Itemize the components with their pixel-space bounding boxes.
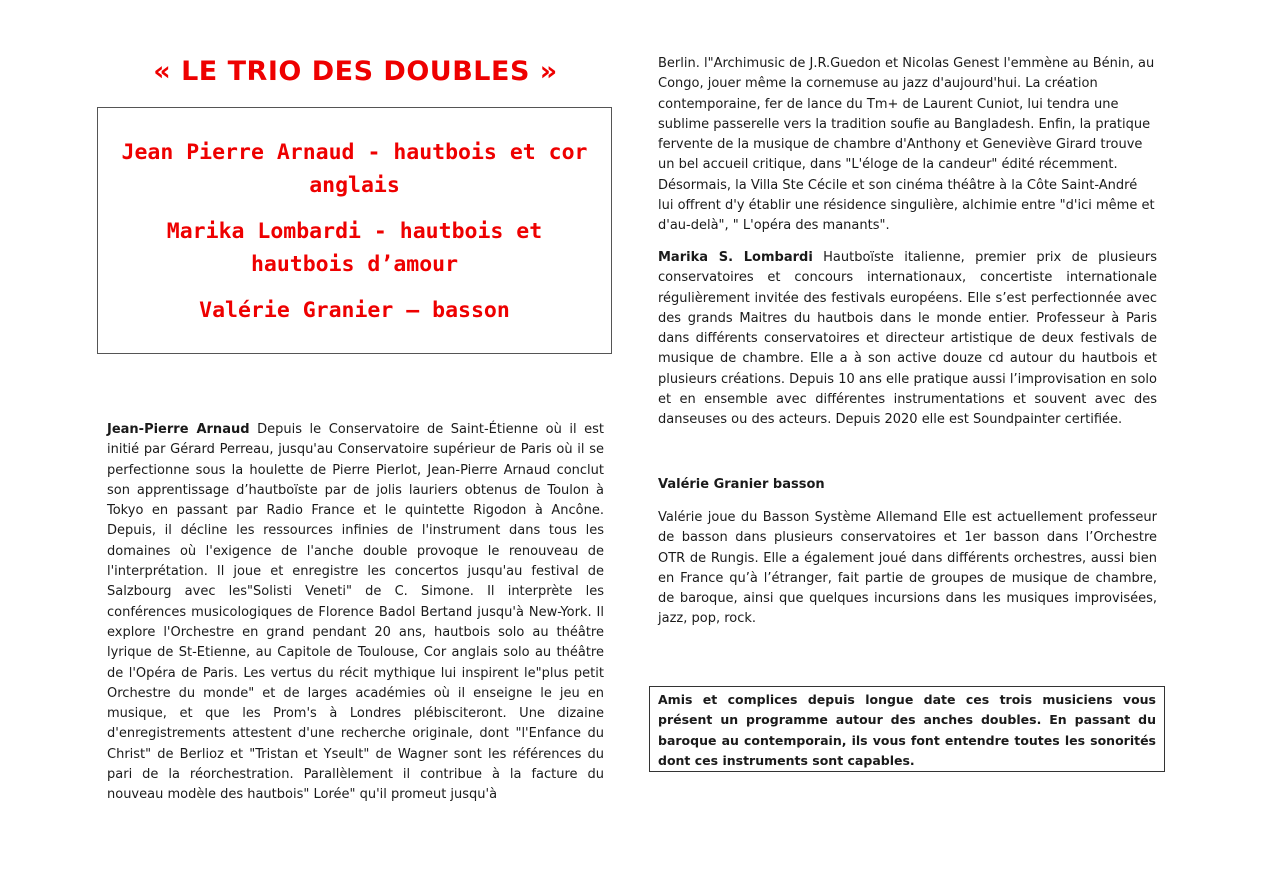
cast-lombardi: Marika Lombardi - hautbois et hautbois d’amour: [166, 219, 543, 277]
cast-arnaud: Jean Pierre Arnaud - hautbois et cor anglais: [121, 140, 588, 198]
arnaud-name: Jean-Pierre Arnaud: [107, 422, 250, 437]
program-note: Amis et complices depuis longue date ces trois musiciens vous présent un programme autour des anches doubles. En passant du baroque au contemporain, ils vous font entendre toutes les sonorités dont ces instruments sont capables.: [649, 686, 1165, 772]
arnaud-bio-continued: Berlin. l"Archimusic de J.R.Guedon et Nicolas Genest l'emmène au Bénin, au Congo, jouer même la cornemuse au jazz d'aujourd'hui. La création contemporaine, fer de lance du Tm+ de Laurent Cuniot, lui tendra une sublime passerelle vers la tradition soufie au Bangladesh. Enfin, la pratique fervente de la musique de chambre d'Anthony et Geneviève Girard trouve un bel accueil critique, dans "L'éloge de la candeur" édité récemment. Désormais, la Villa Ste Cécile et son cinéma théâtre à la Côte Saint-André lui offrent d'y établir une résidence singulière, alchimie entre "d'ici même et d'au-delà", " L'opéra des manants".: [658, 56, 1155, 234]
cast-box: [97, 107, 612, 354]
lombardi-bio: [658, 248, 1157, 431]
granier-bio: Valérie joue du Basson Système Allemand Elle est actuellement professeur de basson dans plusieurs conservatoires et 1er basson dans l’Orchestre OTR de Rungis. Elle a également joué dans différents orchestres, aussi bien en France qu’à l’étranger, fait partie de groupes de musique de chambre, de baroque, ainsi que quelques incursions dans les musiques improvisées, jazz, pop, rock.: [658, 510, 1157, 627]
page-title: « LE TRIO DES DOUBLES »: [153, 56, 558, 87]
lombardi-name: Marika S. Lombardi: [658, 250, 813, 265]
lombardi-bio-text: Hautboïste italienne, premier prix de plusieurs conservatoires et concours internationaux, concertiste internationale régulièrement invitée des festivals européens. Elle s’est perfectionnée avec des grands Maitres du hautbois dans le monde entier. Professeur à Paris dans différents conservatoires et directeur artistique de deux festivals de musique de chambre. Elle a à son active douze cd autour du hautbois et plusieurs créations. Depuis 10 ans elle pratique aussi l’improvisation en solo et en ensemble avec différentes instrumentations et souvent avec des danseuses ou des acteurs. Depuis 2020 elle est Soundpainter certifiée.: [658, 250, 1158, 428]
arnaud-bio: [107, 420, 604, 806]
arnaud-bio-text: Depuis le Conservatoire de Saint-Étienne où il est initié par Gérard Perreau, jusqu'au Conservatoire supérieur de Paris où il se perfectionne sous la houlette de Pierre Pierlot, Jean-Pierre Arnaud conclut son apprentissage d’hautboïste par de jolis lauriers obtenus de Toulon à Tokyo en passant par Radio France et le quintette Rigodon à Ancône. Depuis, il décline les ressources infinies de l'instrument dans tous les domaines où l'exigence de l'anche double provoque le renouveau de l'interprétation. Il joue et enregistre les concertos jusqu'au festival de Salzbourg avec les"Solisti Veneti" de C. Simone. Il interprète les conférences musicologiques de Florence Badol Bertand jusqu'à New-York. Il explore l'Orchestre en grand pendant 20 ans, hautbois solo au théâtre lyrique de St-Etienne, au Capitole de Toulouse, Cor anglais solo au théâtre de l'Opéra de Paris. Les vertus du récit mythique lui inspirent le"plus petit Orchestre du monde" et de larges académies où il enseigne le jeu en musique, et que les Prom's à Londres plébisciteront. Une dizaine d'enregistrements attestent d'une recherche originale, dont "l'Enfance du Christ" de Berlioz et "Tristan et Yseult" de Wagner sont les références du pari de la réorchestration. Parallèlement il contribue à la facture du nouveau modèle des hautbois" Lorée" qu'il promeut jusqu'à: [107, 422, 604, 803]
cast-granier: Valérie Granier – basson: [199, 298, 510, 323]
granier-heading: Valérie Granier basson: [658, 477, 825, 492]
